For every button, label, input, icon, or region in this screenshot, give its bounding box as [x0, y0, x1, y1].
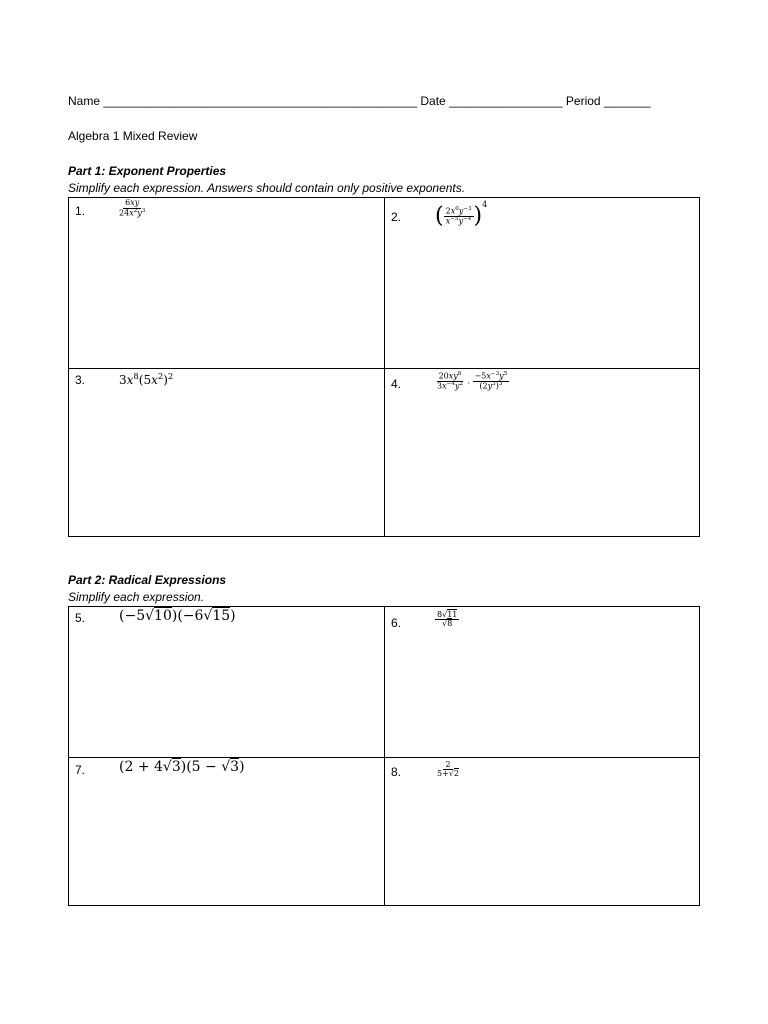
date-blank[interactable]: _________________ — [449, 94, 563, 108]
part1-title: Part 1: Exponent Properties — [68, 164, 227, 178]
problem-7-expression: (2 + 4√3)(5 − √3) — [119, 759, 245, 775]
period-label: Period — [565, 94, 601, 108]
problem-2-expression: ( $\frac{2x^0y^{-3}}{x^{-5}y^{-4}}$ )$^4$ — [435, 200, 488, 229]
worksheet-title: Algebra 1 Mixed Review — [68, 129, 198, 143]
problem-5-expression: (−5√10)(−6√15) — [119, 608, 236, 624]
part2-title: Part 2: Radical Expressions — [68, 573, 227, 587]
problem-number: 3. — [75, 373, 86, 387]
problem-cell-7 — [69, 758, 385, 905]
problem-number: 6. — [391, 616, 402, 630]
problem-cell-3 — [69, 369, 385, 536]
name-blank[interactable]: _______________________________________________ — [103, 94, 418, 108]
problem-number: 5. — [75, 611, 86, 625]
name-label: Name — [68, 94, 101, 108]
date-label: Date — [420, 94, 446, 108]
problem-cell-8 — [385, 758, 699, 905]
part2-instructions: Simplify each expression. — [68, 590, 205, 604]
problem-cell-1 — [69, 198, 385, 369]
part1-grid — [68, 197, 700, 537]
problem-8-expression: $\frac{2}{5+√2}$ — [437, 759, 459, 778]
problem-6-expression: $\frac{8√11}{√8}$ — [437, 609, 458, 628]
problem-3-expression: $3x^8(5x^2)^2$ — [119, 371, 174, 387]
problem-cell-4 — [385, 369, 699, 536]
problem-number: 1. — [75, 204, 86, 218]
period-blank[interactable]: _______ — [603, 94, 651, 108]
problem-number: 7. — [75, 763, 86, 777]
problem-number: 8. — [391, 765, 402, 779]
problem-4-expression: $\frac{20xy^8}{3x^{-4}y^2}$ · $\frac{-5x^{-3}y^5}{(2y^3)^3}$ — [437, 370, 508, 391]
problem-cell-6 — [385, 607, 699, 758]
problem-number: 2. — [391, 210, 402, 224]
problem-1-expression: $\frac{6xy}{24x^2y^3}$ — [119, 198, 146, 218]
problem-cell-2 — [385, 198, 699, 369]
header-line — [68, 94, 651, 108]
part1-instructions: Simplify each expression. Answers should contain only positive exponents. — [68, 181, 466, 195]
part2-grid — [68, 606, 700, 906]
problem-number: 4. — [391, 377, 402, 391]
problem-cell-5 — [69, 607, 385, 758]
